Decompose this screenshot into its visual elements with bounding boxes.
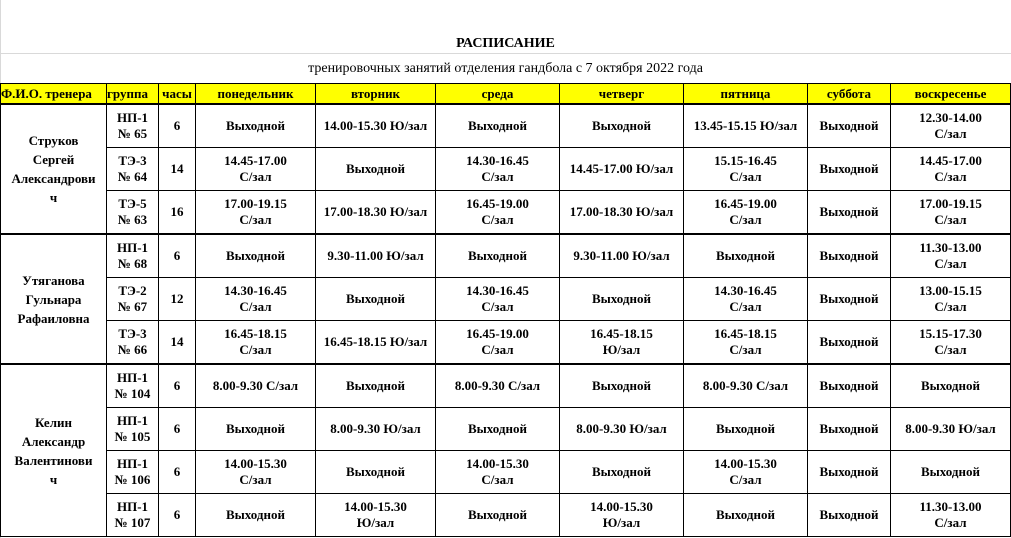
schedule-cell [808, 104, 891, 148]
schedule-line: 12.30-14.00 [919, 110, 982, 125]
trainer-name-line: Александр [21, 433, 86, 449]
group-line: № 68 [117, 256, 148, 271]
table-row [1, 104, 1011, 148]
hours-cell: 6 [159, 234, 196, 278]
schedule-line: С/зал [934, 126, 967, 141]
schedule-cell [436, 451, 560, 494]
schedule-cell [560, 408, 684, 451]
trainer-name-cell [1, 364, 107, 537]
schedule-line: С/зал [481, 169, 514, 184]
schedule-line: Выходной [715, 248, 775, 263]
schedule-cell [196, 494, 316, 537]
group-line: № 107 [114, 515, 151, 530]
hours-cell: 6 [159, 408, 196, 451]
group-line: № 66 [117, 342, 148, 357]
hours-cell: 6 [159, 451, 196, 494]
schedule-line: С/зал [934, 515, 967, 530]
schedule-cell [808, 321, 891, 365]
schedule-line: С/зал [481, 299, 514, 314]
table-row [1, 278, 1011, 321]
schedule-line: 8.00-9.30 Ю/зал [330, 421, 421, 436]
schedule-cell [808, 234, 891, 278]
trainer-name-line: Рафаиловна [17, 310, 90, 326]
schedule-line: 15.15-16.45 [714, 153, 777, 168]
table-row [1, 191, 1011, 235]
schedule-line: 14.00-15.30 [344, 499, 407, 514]
group-cell [107, 321, 159, 365]
schedule-line: Выходной [819, 204, 879, 219]
schedule-line: Выходной [920, 378, 980, 393]
schedule-line: С/зал [934, 169, 967, 184]
schedule-cell [891, 451, 1011, 494]
schedule-line: 9.30-11.00 Ю/зал [327, 248, 424, 263]
schedule-line: Выходной [591, 118, 651, 133]
schedule-line: 14.45-17.00 [919, 153, 982, 168]
table-row [1, 494, 1011, 537]
header-row [1, 84, 1011, 105]
schedule-cell [316, 321, 436, 365]
schedule-cell [436, 191, 560, 235]
group-line: НП-1 [116, 240, 149, 255]
group-cell [107, 408, 159, 451]
schedule-cell [808, 494, 891, 537]
trainer-name-line: ч [49, 471, 58, 487]
schedule-line: Ю/зал [356, 515, 395, 530]
schedule-cell [436, 148, 560, 191]
schedule-line: 16.45-18.15 [224, 326, 287, 341]
column-header: четверг [560, 84, 684, 105]
table-row [1, 321, 1011, 365]
hours-cell: 6 [159, 104, 196, 148]
schedule-line: Выходной [345, 291, 405, 306]
schedule-line: Выходной [920, 464, 980, 479]
schedule-line: С/зал [729, 212, 762, 227]
schedule-line: 14.45-17.00 Ю/зал [569, 161, 674, 176]
schedule-line: 16.45-19.00 [714, 196, 777, 211]
group-line: № 105 [114, 429, 151, 444]
schedule-cell [560, 104, 684, 148]
schedule-line: Выходной [819, 334, 879, 349]
schedule-line: Выходной [225, 118, 285, 133]
schedule-line: 11.30-13.00 [919, 499, 982, 514]
schedule-line: С/зал [934, 342, 967, 357]
group-cell [107, 278, 159, 321]
schedule-cell [560, 191, 684, 235]
group-line: ТЭ-5 [118, 196, 147, 211]
schedule-cell [316, 408, 436, 451]
schedule-line: 16.45-19.00 [466, 326, 529, 341]
schedule-cell [684, 191, 808, 235]
schedule-line: Выходной [225, 421, 285, 436]
schedule-line: С/зал [481, 472, 514, 487]
trainer-name-line: Струков [28, 133, 79, 148]
schedule-cell [316, 104, 436, 148]
schedule-line: С/зал [934, 299, 967, 314]
trainer-name-cell [1, 234, 107, 364]
schedule-line: Выходной [819, 378, 879, 393]
group-line: ТЭ-3 [118, 153, 147, 168]
schedule-line: 17.00-18.30 Ю/зал [569, 204, 674, 219]
column-header: часы [159, 84, 196, 105]
group-line: НП-1 [116, 499, 149, 514]
table-row [1, 234, 1011, 278]
trainer-name-line: Александрови [11, 171, 96, 186]
schedule-line: 14.00-15.30 Ю/зал [323, 118, 428, 133]
column-header: воскресенье [891, 84, 1011, 105]
group-line: НП-1 [116, 456, 149, 471]
schedule-cell [891, 278, 1011, 321]
schedule-line: С/зал [239, 472, 272, 487]
schedule-line: 8.00-9.30 С/зал [454, 378, 541, 393]
group-line: ТЭ-3 [118, 326, 147, 341]
schedule-line: 14.30-16.45 [466, 153, 529, 168]
schedule-cell [684, 494, 808, 537]
schedule-line: С/зал [481, 212, 514, 227]
group-line: НП-1 [116, 370, 149, 385]
schedule-line: 15.15-17.30 [919, 326, 982, 341]
sheet-gridline [0, 53, 1011, 54]
schedule-cell [684, 234, 808, 278]
schedule-line: 16.45-18.15 Ю/зал [323, 334, 428, 349]
schedule-line: Выходной [715, 507, 775, 522]
schedule-cell [808, 451, 891, 494]
schedule-line: 13.45-15.15 Ю/зал [693, 118, 798, 133]
schedule-line: Выходной [345, 464, 405, 479]
schedule-line: С/зал [729, 169, 762, 184]
page-title: РАСПИСАНИЕ [456, 36, 555, 51]
column-header: среда [436, 84, 560, 105]
schedule-line: С/зал [729, 342, 762, 357]
schedule-line: Выходной [819, 118, 879, 133]
trainer-name-line: Келин [35, 414, 72, 430]
schedule-cell [891, 321, 1011, 365]
trainer-name-line: Сергей [32, 152, 75, 167]
hours-cell: 14 [159, 148, 196, 191]
schedule-line: С/зал [239, 169, 272, 184]
group-line: № 63 [117, 212, 148, 227]
schedule-line: 14.00-15.30 [714, 456, 777, 471]
schedule-line: 14.00-15.30 [590, 499, 653, 514]
hours-cell: 12 [159, 278, 196, 321]
schedule-line: 9.30-11.00 Ю/зал [573, 248, 670, 263]
group-cell [107, 148, 159, 191]
schedule-line: С/зал [729, 472, 762, 487]
hours-cell: 14 [159, 321, 196, 365]
schedule-line: Ю/зал [602, 342, 641, 357]
schedule-cell [196, 234, 316, 278]
schedule-line: 14.00-15.30 [466, 456, 529, 471]
schedule-line: С/зал [239, 212, 272, 227]
schedule-line: С/зал [934, 256, 967, 271]
schedule-line: 16.45-18.15 [714, 326, 777, 341]
schedule-cell [316, 148, 436, 191]
schedule-line: С/зал [239, 342, 272, 357]
schedule-cell [560, 494, 684, 537]
hours-cell: 6 [159, 494, 196, 537]
schedule-line: Выходной [345, 378, 405, 393]
schedule-body [1, 104, 1011, 537]
column-header: группа [107, 84, 159, 105]
page-subtitle: тренировочных занятий отделения гандбола с 7 октября 2022 года [308, 61, 703, 76]
schedule-line: 11.30-13.00 [919, 240, 982, 255]
schedule-line: С/зал [934, 212, 967, 227]
schedule-cell [196, 321, 316, 365]
schedule-cell [560, 451, 684, 494]
group-cell [107, 104, 159, 148]
schedule-cell [891, 148, 1011, 191]
group-line: № 64 [117, 169, 148, 184]
group-cell [107, 451, 159, 494]
schedule-cell [684, 278, 808, 321]
table-row [1, 364, 1011, 408]
schedule-cell [891, 494, 1011, 537]
schedule-line: Выходной [819, 507, 879, 522]
schedule-line: 14.00-15.30 [224, 456, 287, 471]
schedule-cell [560, 278, 684, 321]
schedule-cell [196, 104, 316, 148]
group-line: НП-1 [116, 110, 149, 125]
schedule-cell [436, 408, 560, 451]
schedule-cell [436, 234, 560, 278]
schedule-line: Выходной [715, 421, 775, 436]
schedule-cell [891, 104, 1011, 148]
schedule-cell [891, 191, 1011, 235]
group-cell [107, 191, 159, 235]
schedule-cell [891, 364, 1011, 408]
schedule-cell [560, 148, 684, 191]
schedule-cell [196, 408, 316, 451]
schedule-cell [808, 191, 891, 235]
column-header: пятница [684, 84, 808, 105]
group-cell [107, 234, 159, 278]
schedule-cell [808, 148, 891, 191]
group-line: № 65 [117, 126, 148, 141]
schedule-cell [316, 278, 436, 321]
schedule-line: 14.30-16.45 [466, 283, 529, 298]
schedule-line: С/зал [481, 342, 514, 357]
schedule-line: Выходной [819, 248, 879, 263]
schedule-cell [560, 234, 684, 278]
trainer-name-line: Валентинови [14, 452, 93, 468]
schedule-cell [196, 191, 316, 235]
schedule-line: Выходной [467, 507, 527, 522]
trainer-name-cell [1, 104, 107, 234]
schedule-cell [196, 364, 316, 408]
schedule-line: 8.00-9.30 С/зал [702, 378, 789, 393]
hours-cell: 6 [159, 364, 196, 408]
schedule-line: 17.00-19.15 [919, 196, 982, 211]
schedule-line: 14.30-16.45 [224, 283, 287, 298]
schedule-line: 14.45-17.00 [224, 153, 287, 168]
schedule-cell [316, 191, 436, 235]
schedule-cell [436, 278, 560, 321]
group-cell [107, 494, 159, 537]
group-line: ТЭ-2 [118, 283, 147, 298]
schedule-line: Выходной [467, 248, 527, 263]
schedule-line: Выходной [819, 421, 879, 436]
schedule-cell [196, 278, 316, 321]
schedule-line: Выходной [591, 464, 651, 479]
schedule-line: Выходной [591, 378, 651, 393]
schedule-cell [684, 148, 808, 191]
schedule-line: 16.45-18.15 [590, 326, 653, 341]
schedule-cell [436, 321, 560, 365]
table-row [1, 148, 1011, 191]
trainer-name-line: ч [49, 190, 58, 205]
schedule-cell [316, 234, 436, 278]
schedule-cell [891, 234, 1011, 278]
schedule-line: 16.45-19.00 [466, 196, 529, 211]
schedule-cell [808, 408, 891, 451]
group-line: НП-1 [116, 413, 149, 428]
schedule-line: Ю/зал [602, 515, 641, 530]
schedule-line: Выходной [345, 161, 405, 176]
schedule-cell [316, 451, 436, 494]
group-line: № 106 [114, 472, 151, 487]
schedule-cell [560, 364, 684, 408]
schedule-line: 14.30-16.45 [714, 283, 777, 298]
schedule-cell [560, 321, 684, 365]
schedule-line: 17.00-18.30 Ю/зал [323, 204, 428, 219]
schedule-cell [436, 494, 560, 537]
column-header: Ф.И.О. тренера [1, 84, 107, 105]
schedule-line: Выходной [225, 248, 285, 263]
schedule-cell [808, 364, 891, 408]
schedule-cell [436, 364, 560, 408]
schedule-line: Выходной [225, 507, 285, 522]
schedule-line: Выходной [819, 161, 879, 176]
table-row [1, 451, 1011, 494]
schedule-cell [316, 494, 436, 537]
schedule-line: 13.00-15.15 [919, 283, 982, 298]
column-header: суббота [808, 84, 891, 105]
column-header: вторник [316, 84, 436, 105]
schedule-line: Выходной [467, 421, 527, 436]
schedule-cell [684, 451, 808, 494]
schedule-line: 17.00-19.15 [224, 196, 287, 211]
schedule-cell [436, 104, 560, 148]
column-header: понедельник [196, 84, 316, 105]
schedule-line: 8.00-9.30 С/зал [212, 378, 299, 393]
group-line: № 104 [114, 386, 151, 401]
schedule-cell [196, 451, 316, 494]
trainer-name-line: Утяганова [22, 272, 85, 288]
trainer-name-line: Гульнара [25, 291, 82, 307]
schedule-table [0, 83, 1011, 537]
table-row [1, 408, 1011, 451]
schedule-cell [316, 364, 436, 408]
schedule-line: Выходной [467, 118, 527, 133]
group-cell [107, 364, 159, 408]
schedule-cell [684, 321, 808, 365]
schedule-cell [684, 364, 808, 408]
schedule-cell [684, 408, 808, 451]
schedule-cell [808, 278, 891, 321]
schedule-line: С/зал [239, 299, 272, 314]
group-line: № 67 [117, 299, 148, 314]
schedule-line: 8.00-9.30 Ю/зал [576, 421, 667, 436]
schedule-line: Выходной [591, 291, 651, 306]
schedule-cell [684, 104, 808, 148]
schedule-line: Выходной [819, 464, 879, 479]
hours-cell: 16 [159, 191, 196, 235]
schedule-line: С/зал [729, 299, 762, 314]
schedule-cell [196, 148, 316, 191]
schedule-line: 8.00-9.30 Ю/зал [905, 421, 996, 436]
schedule-line: Выходной [819, 291, 879, 306]
schedule-cell [891, 408, 1011, 451]
